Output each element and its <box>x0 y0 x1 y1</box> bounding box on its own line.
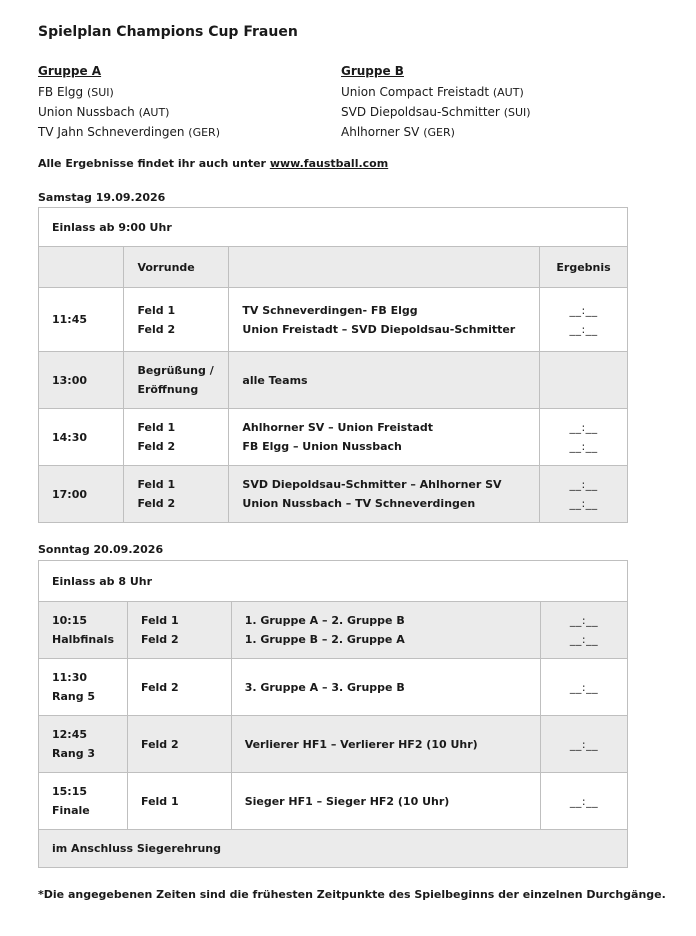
sunday-label: Sonntag 20.09.2026 <box>38 543 164 556</box>
result-cell <box>541 659 628 716</box>
field-cell <box>128 659 232 716</box>
result-cell <box>540 409 628 466</box>
field-cell <box>128 602 232 659</box>
field-cell <box>128 773 232 830</box>
result-blank: __:__ <box>569 794 599 808</box>
team-name: Union Compact Freistadt <box>341 85 490 99</box>
result-blank: __:__ <box>569 478 598 491</box>
result-cell <box>541 602 628 659</box>
group-b-team <box>341 102 641 122</box>
field-label: Feld 1 <box>141 614 179 627</box>
match-label: TV Schneverdingen- FB Elgg <box>242 303 418 317</box>
group-a-team <box>38 82 338 102</box>
result-cell <box>540 352 628 409</box>
group-b-team <box>341 122 641 142</box>
header-row <box>39 247 628 288</box>
table-row <box>39 773 628 830</box>
result-cell <box>540 288 628 352</box>
time-cell <box>39 716 128 773</box>
header-result-cell: Ergebnis <box>540 247 628 288</box>
entry-cell: Einlass ab 9:00 Uhr <box>39 208 628 247</box>
table-row <box>39 409 628 466</box>
match-label: SVD Diepoldsau-Schmitter – Ahlhorner SV <box>242 478 502 491</box>
team-country: (GER) <box>188 126 220 139</box>
sunday-schedule-table <box>38 560 628 868</box>
match-label: 1. Gruppe B – 2. Gruppe A <box>244 633 405 646</box>
time-cell <box>39 773 128 830</box>
table-row <box>39 288 628 352</box>
match-cell <box>231 773 540 830</box>
round-label: Rang 3 <box>52 747 96 760</box>
round-label: Halbfinals <box>52 633 114 646</box>
faustball-link[interactable]: www.faustball.com <box>269 157 389 170</box>
result-cell <box>541 773 628 830</box>
time-cell: 14:30 <box>39 409 124 466</box>
results-note <box>38 157 388 170</box>
field-label: Feld 2 <box>137 440 176 453</box>
saturday-label: Samstag 19.09.2026 <box>38 191 166 204</box>
field-cell <box>128 716 232 773</box>
round-label: Rang 5 <box>52 690 96 703</box>
team-country: (AUT) <box>492 86 524 99</box>
result-blank: __:__ <box>569 421 598 434</box>
table-row <box>39 352 628 409</box>
match-label: Sieger HF1 – Sieger HF2 (10 Uhr) <box>244 794 450 808</box>
match-cell <box>229 288 540 352</box>
team-name: Ahlhorner SV <box>341 125 420 139</box>
result-blank: __:__ <box>569 322 598 336</box>
result-cell <box>540 466 628 523</box>
time-label: 15:15 <box>52 785 88 798</box>
team-name: FB Elgg <box>38 85 84 99</box>
round-label: Finale <box>52 804 90 817</box>
header-time-cell <box>39 247 124 288</box>
result-blank: __:__ <box>569 737 599 751</box>
result-blank: __:__ <box>569 633 599 646</box>
match-cell <box>231 716 540 773</box>
time-label: 11:30 <box>52 671 88 684</box>
time-cell: 13:00 <box>39 352 124 409</box>
result-blank: __:__ <box>569 303 598 317</box>
match-label: 3. Gruppe A – 3. Gruppe B <box>244 680 405 694</box>
table-row <box>39 659 628 716</box>
time-label: 10:15 <box>52 614 88 627</box>
table-row <box>39 716 628 773</box>
match-cell <box>229 352 540 409</box>
closing-cell: im Anschluss Siegerehrung <box>39 830 628 868</box>
match-label: alle Teams <box>242 373 308 387</box>
field-label: Feld 1 <box>137 303 176 317</box>
result-blank: __:__ <box>569 614 599 627</box>
time-cell <box>39 659 128 716</box>
group-a-team <box>38 102 338 122</box>
closing-row <box>39 830 628 868</box>
time-cell <box>39 602 128 659</box>
team-name: Union Nussbach <box>38 105 135 119</box>
group-b-heading: Gruppe B <box>341 64 404 78</box>
entry-cell: Einlass ab 8 Uhr <box>39 561 628 602</box>
field-label: Feld 2 <box>141 680 179 694</box>
team-country: (SUI) <box>503 106 531 119</box>
field-label: Feld 2 <box>137 497 176 510</box>
table-row <box>39 466 628 523</box>
field-cell <box>124 352 229 409</box>
field-label: Feld 2 <box>137 322 176 336</box>
match-label: 1. Gruppe A – 2. Gruppe B <box>244 614 405 627</box>
team-country: (AUT) <box>138 106 170 119</box>
page-title: Spielplan Champions Cup Frauen <box>38 24 298 40</box>
match-label: Ahlhorner SV – Union Freistadt <box>242 421 434 434</box>
group-a-heading: Gruppe A <box>38 64 102 78</box>
match-cell <box>231 659 540 716</box>
result-blank: __:__ <box>569 440 598 453</box>
result-cell <box>541 716 628 773</box>
field-cell <box>124 466 229 523</box>
group-b-team <box>341 82 641 102</box>
match-cell <box>231 602 540 659</box>
group-a <box>38 62 338 142</box>
header-match-cell <box>229 247 540 288</box>
team-name: SVD Diepoldsau-Schmitter <box>341 105 500 119</box>
time-label: 12:45 <box>52 728 88 741</box>
result-blank: __:__ <box>569 497 598 510</box>
match-label: Union Nussbach – TV Schneverdingen <box>242 497 476 510</box>
field-label: Feld 1 <box>141 794 179 808</box>
entry-row <box>39 208 628 247</box>
time-cell: 17:00 <box>39 466 124 523</box>
field-cell <box>124 409 229 466</box>
saturday-schedule-table <box>38 207 628 523</box>
group-a-team <box>38 122 338 142</box>
field-label: Feld 1 <box>137 478 176 491</box>
match-label: Union Freistadt – SVD Diepoldsau-Schmitter <box>242 322 516 336</box>
team-name: TV Jahn Schneverdingen <box>38 125 185 139</box>
field-label: Eröffnung <box>137 383 199 396</box>
match-label: FB Elgg – Union Nussbach <box>242 440 402 453</box>
field-label: Feld 2 <box>141 633 179 646</box>
table-row <box>39 602 628 659</box>
match-cell <box>229 466 540 523</box>
field-cell <box>124 288 229 352</box>
footnote: *Die angegebenen Zeiten sind die frühesten Zeitpunkte des Spielbeginns der einzelnen Durchgänge. <box>38 888 666 901</box>
results-note-text: Alle Ergebnisse findet ihr auch unter <box>38 157 266 170</box>
field-label: Feld 1 <box>137 421 176 434</box>
group-b <box>341 62 641 142</box>
header-round-cell: Vorrunde <box>124 247 229 288</box>
team-country: (SUI) <box>86 86 114 99</box>
team-country: (GER) <box>423 126 455 139</box>
match-cell <box>229 409 540 466</box>
result-blank: __:__ <box>569 680 599 694</box>
field-label: Begrüßung / <box>137 364 214 377</box>
match-label: Verlierer HF1 – Verlierer HF2 (10 Uhr) <box>244 737 478 751</box>
time-cell: 11:45 <box>39 288 124 352</box>
field-label: Feld 2 <box>141 737 179 751</box>
entry-row <box>39 561 628 602</box>
